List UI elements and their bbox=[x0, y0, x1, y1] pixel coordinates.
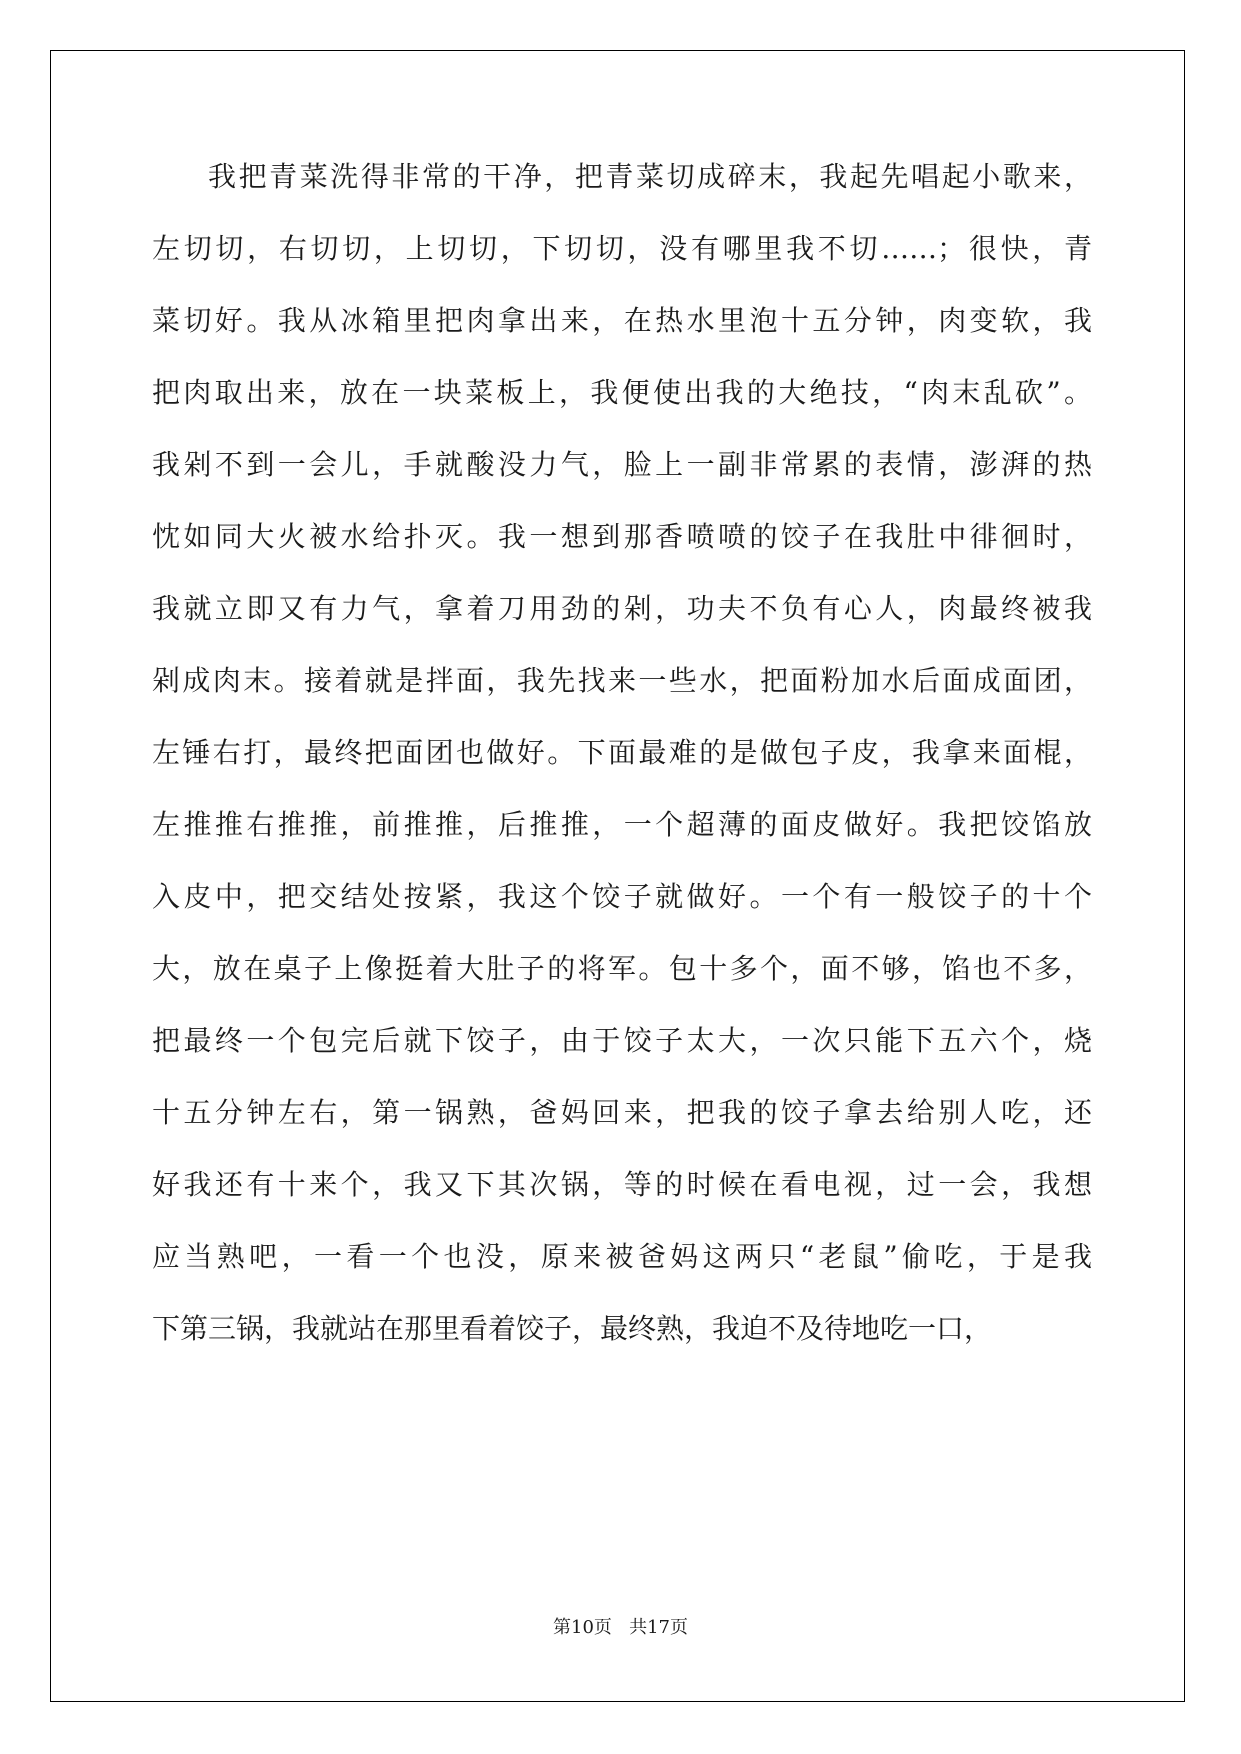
body-line: 我就立即又有力气，拿着刀用劲的剁，功夫不负有心人，肉最终被我 bbox=[152, 592, 1092, 625]
body-line: 大，放在桌子上像挺着大肚子的将军。包十多个，面不够，馅也不多， bbox=[152, 952, 1092, 985]
body-line: 应当熟吧，一看一个也没，原来被爸妈这两只“老鼠”偷吃，于是我 bbox=[152, 1240, 1092, 1273]
body-line: 菜切好。我从冰箱里把肉拿出来，在热水里泡十五分钟，肉变软，我 bbox=[152, 304, 1092, 337]
body-line: 把肉取出来，放在一块菜板上，我便使出我的大绝技，“肉末乱砍”。 bbox=[152, 376, 1092, 409]
body-line: 入皮中，把交结处按紧，我这个饺子就做好。一个有一般饺子的十个 bbox=[152, 880, 1092, 913]
page-number-footer: 第10页 共17页 bbox=[553, 1617, 688, 1638]
body-line: 下第三锅，我就站在那里看着饺子，最终熟，我迫不及待地吃一口， bbox=[152, 1312, 993, 1345]
body-line: 左推推右推推，前推推，后推推，一个超薄的面皮做好。我把饺馅放 bbox=[152, 808, 1092, 841]
body-line: 左锤右打，最终把面团也做好。下面最难的是做包子皮，我拿来面棍， bbox=[152, 736, 1092, 769]
body-line: 忱如同大火被水给扑灭。我一想到那香喷喷的饺子在我肚中徘徊时， bbox=[152, 520, 1092, 553]
body-line: 十五分钟左右，第一锅熟，爸妈回来，把我的饺子拿去给别人吃，还 bbox=[152, 1096, 1092, 1129]
page-border bbox=[50, 50, 1185, 1702]
body-line: 剁成肉末。接着就是拌面，我先找来一些水，把面粉加水后面成面团， bbox=[152, 664, 1092, 697]
body-line: 好我还有十来个，我又下其次锅，等的时候在看电视，过一会，我想 bbox=[152, 1168, 1092, 1201]
body-line: 我把青菜洗得非常的干净，把青菜切成碎末，我起先唱起小歌来， bbox=[208, 160, 1092, 193]
body-line: 左切切，右切切，上切切，下切切，没有哪里我不切……；很快，青 bbox=[152, 232, 1092, 265]
body-line: 我剁不到一会儿，手就酸没力气，脸上一副非常累的表情，澎湃的热 bbox=[152, 448, 1092, 481]
body-line: 把最终一个包完后就下饺子，由于饺子太大，一次只能下五六个，烧 bbox=[152, 1024, 1092, 1057]
